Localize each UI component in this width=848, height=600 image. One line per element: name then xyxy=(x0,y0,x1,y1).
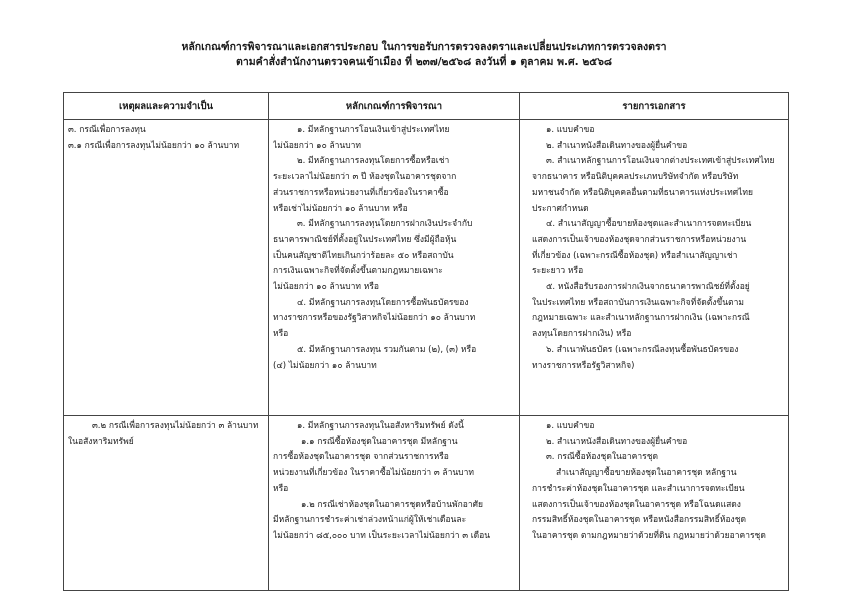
cell-text-line: ไม่น้อยกว่า ๑๐ ล้านบาท หรือ xyxy=(273,282,379,293)
documents-cell xyxy=(520,120,789,416)
cell-text-line: ๑. มีหลักฐานการโอนเงินเข้าสู่ประเทศไทย xyxy=(297,125,450,135)
table-header-row xyxy=(64,93,789,120)
cell-text-line: ๑. แบบคำขอ xyxy=(546,125,595,135)
cell-text-line: หรือ xyxy=(273,329,289,340)
cell-text-line: มหาชนจำกัด หรือนิติบุคคลอื่นตามที่ธนาคารแห่งประเทศไทย xyxy=(532,187,753,198)
cell-text-line: ๑. มีหลักฐานการลงทุนในอสังหาริมทรัพย์ ดังนี้ xyxy=(297,421,464,431)
cell-text-line: การซื้อห้องชุดในอาคารชุด จากส่วนราชการหรือ xyxy=(273,452,449,463)
cell-text-line: ส่วนราชการหรือหน่วยงานที่เกี่ยวข้องในราคาซื้อ xyxy=(273,187,449,198)
cell-text-line: ๒. มีหลักฐานการลงทุนโดยการซื้อหรือเช่า xyxy=(297,156,450,167)
cell-text-line: (๔) ไม่น้อยกว่า ๑๐ ล้านบาท xyxy=(273,360,377,371)
reason-cell xyxy=(64,416,269,591)
cell-text-line: มีหลักฐานการชำระค่าเช่าล่วงหน้าแก่ผู้ให้เช่าเดือนละ xyxy=(273,515,467,526)
cell-text-line: ๓. กรณีซื้อห้องชุดในอาคารชุด xyxy=(546,452,658,463)
cell-text-line: ๑.๑ กรณีซื้อห้องชุดในอาคารชุด มีหลักฐาน xyxy=(301,436,458,447)
cell-text-line: ๕. มีหลักฐานการลงทุน รวมกันตาม (๒), (๓) หรือ xyxy=(297,344,477,355)
criteria-cell xyxy=(269,120,520,416)
cell-text-line: ลงทุนโดยการฝากเงิน) หรือ xyxy=(532,329,632,340)
cell-text-line: กฎหมายเฉพาะ และสำเนาหลักฐานการฝากเงิน (เฉพาะกรณี xyxy=(532,313,750,324)
cell-text-line: ๓. กรณีเพื่อการลงทุน xyxy=(68,125,146,135)
documents-cell xyxy=(520,416,789,591)
cell-text-line: ๓.๑ กรณีเพื่อการลงทุนไม่น้อยกว่า ๑๐ ล้านบาท xyxy=(68,140,240,151)
cell-text-line: แสดงการเป็นเจ้าของห้องชุดในอาคารชุด หรือโฉนดแสดง xyxy=(532,499,741,510)
cell-text-line: ๑. แบบคำขอ xyxy=(546,421,595,431)
cell-text-line: ๓. มีหลักฐานการลงทุนโดยการฝากเงินประจำกับ xyxy=(297,219,473,230)
table-row xyxy=(64,120,789,416)
cell-text-line: ๔. มีหลักฐานการลงทุนโดยการซื้อพันธบัตรของ xyxy=(297,297,469,308)
cell-text-line: ๖. สำเนาพันธบัตร (เฉพาะกรณีลงทุนซื้อพันธบัตรของ xyxy=(546,344,739,355)
title-line-2: ตามคำสั่งสำนักงานตรวจคนเข้าเมือง ที่ ๒๓๗/๒๕๖๘ ลงวันที่ ๑ ตุลาคม พ.ศ. ๒๕๖๘ xyxy=(236,56,612,68)
cell-text-line: ๑.๒ กรณีเช่าห้องชุดในอาคารชุดหรือบ้านพักอาศัย xyxy=(301,499,484,510)
cell-text-line: ๓.๒ กรณีเพื่อการลงทุนไม่น้อยกว่า ๓ ล้านบาท xyxy=(92,421,259,431)
cell-text-line: ระยะเวลาไม่น้อยกว่า ๓ ปี ห้องชุดในอาคารชุดจาก xyxy=(273,172,457,183)
header-documents: รายการเอกสาร xyxy=(520,93,789,120)
cell-text-line: ทางราชการหรือรัฐวิสาหกิจ) xyxy=(532,360,635,371)
cell-text-line: ๒. สำเนาหนังสือเดินทางของผู้ยื่นคำขอ xyxy=(546,436,688,447)
cell-text-line: ในประเทศไทย หรือสถาบันการเงินเฉพาะกิจที่จัดตั้งขึ้นตาม xyxy=(532,297,744,308)
cell-text-line: เป็นคนสัญชาติไทยเกินกว่าร้อยละ ๕๐ หรือสถาบัน xyxy=(273,250,454,261)
cell-text-line: ในอาคารชุด ตามกฎหมายว่าด้วยที่ดิน กฎหมายว่าด้วยอาคารชุด xyxy=(532,530,766,541)
reason-cell xyxy=(64,120,269,416)
cell-text-line: แสดงการเป็นเจ้าของห้องชุดจากส่วนราชการหรือหน่วยงาน xyxy=(532,234,747,245)
cell-text-line: ๓. สำเนาหลักฐานการโอนเงินจากต่างประเทศเข้าสู่ประเทศไทย xyxy=(546,156,775,167)
title-line-1: หลักเกณฑ์การพิจารณาและเอกสารประกอบ ในการขอรับการตรวจลงตราและเปลี่ยนประเภทการตรวจลงตรา xyxy=(181,41,667,53)
cell-text-line: หน่วยงานที่เกี่ยวข้อง ในราคาซื้อไม่น้อยกว่า ๓ ล้านบาท xyxy=(273,468,474,479)
cell-text-line: ที่เกี่ยวข้อง (เฉพาะกรณีซื้อห้องชุด) หรือสำเนาสัญญาเช่า xyxy=(532,250,738,261)
criteria-cell xyxy=(269,416,520,591)
cell-text-line: ไม่น้อยกว่า ๑๐ ล้านบาท xyxy=(273,140,362,151)
header-reason: เหตุผลและความจำเป็น xyxy=(64,93,269,120)
cell-text-line: การเงินเฉพาะกิจที่จัดตั้งขึ้นตามกฎหมายเฉพาะ xyxy=(273,266,443,277)
table-row xyxy=(64,416,789,591)
document-title xyxy=(0,40,848,70)
cell-text-line: กรรมสิทธิ์ห้องชุดในอาคารชุด หรือหนังสือกรรมสิทธิ์ห้องชุด xyxy=(532,515,746,526)
cell-text-line: ๒. สำเนาหนังสือเดินทางของผู้ยื่นคำขอ xyxy=(546,140,688,151)
cell-text-line: ระยะยาว หรือ xyxy=(532,266,584,277)
cell-text-line: ทางราชการหรือของรัฐวิสาหกิจไม่น้อยกว่า ๑๐ ล้านบาท xyxy=(273,313,476,324)
cell-text-line: หรือเช่าไม่น้อยกว่า ๑๐ ล้านบาท หรือ xyxy=(273,203,408,214)
cell-text-line: ประกาศกำหนด xyxy=(532,203,589,214)
cell-text-line: การชำระค่าห้องชุดในอาคารชุด และสำเนาการจดทะเบียน xyxy=(532,483,745,494)
cell-text-line: ๕. หนังสือรับรองการฝากเงินจากธนาคารพาณิชย์ที่ตั้งอยู่ xyxy=(546,282,750,293)
cell-text-line: ในอสังหาริมทรัพย์ xyxy=(68,436,134,447)
cell-text-line: ธนาคารพาณิชย์ที่ตั้งอยู่ในประเทศไทย ซึ่งมีผู้ถือหุ้น xyxy=(273,234,457,245)
cell-text-line: ๔. สำเนาสัญญาซื้อขายห้องชุดและสำเนาการจดทะเบียน xyxy=(546,219,752,230)
cell-text-line: หรือ xyxy=(273,483,289,494)
criteria-table xyxy=(63,92,789,591)
cell-text-line: สำเนาสัญญาซื้อขายห้องชุดในอาคารชุด หลักฐาน xyxy=(556,468,737,479)
cell-text-line: ไม่น้อยกว่า ๘๕,๐๐๐ บาท เป็นระยะเวลาไม่น้อยกว่า ๓ เดือน xyxy=(273,530,491,541)
cell-text-line: จากธนาคาร หรือนิติบุคคลประเภทบริษัทจำกัด หรือบริษัท xyxy=(532,172,739,183)
header-criteria: หลักเกณฑ์การพิจารณา xyxy=(269,93,520,120)
